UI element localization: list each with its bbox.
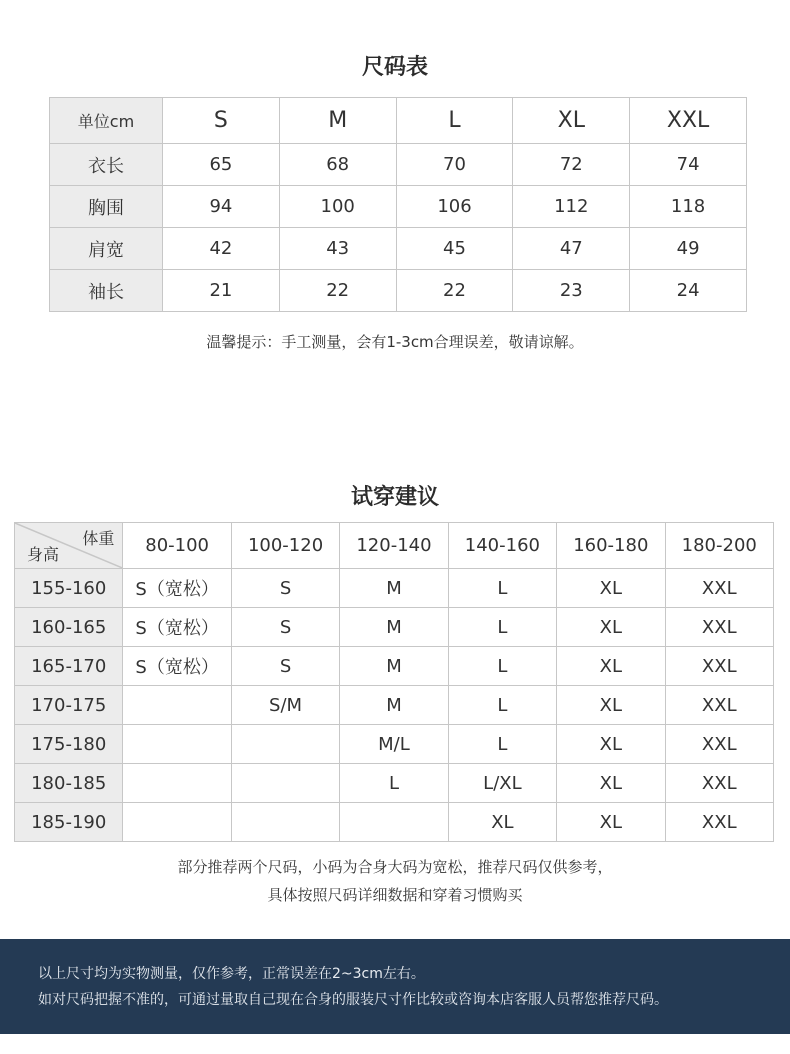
table-cell: S（宽松） [123, 647, 231, 686]
table-cell: XXL [665, 569, 773, 608]
table-cell: S/M [231, 686, 339, 725]
footer-bottom-strip [0, 1034, 790, 1054]
table-row [50, 228, 747, 270]
table-cell: L [448, 725, 556, 764]
table-row [15, 803, 774, 842]
table-cell: 65 [163, 144, 280, 186]
table-cell: 68 [279, 144, 396, 186]
fit-note-line1: 部分推荐两个尺码，小码为合身大码为宽松，推荐尺码仅供参考， [177, 858, 613, 876]
table-cell [231, 725, 339, 764]
footer-banner [0, 939, 790, 1054]
measurement-note: 温馨提示：手工测量，会有1-3cm合理误差，敬请谅解。 [206, 333, 584, 351]
table-cell: 24 [630, 270, 747, 312]
table-row [50, 186, 747, 228]
weight-header-cell: 100-120 [231, 523, 339, 569]
table-row [15, 569, 774, 608]
height-label: 身高 [27, 545, 60, 564]
table-row [15, 764, 774, 803]
table-cell: XXL [665, 647, 773, 686]
table-cell [123, 803, 231, 842]
table-cell: 106 [396, 186, 513, 228]
weight-header-row [15, 523, 774, 569]
fit-chart-table [14, 522, 774, 842]
fit-chart-title: 试穿建议 [350, 485, 439, 510]
height-cell: 180-185 [15, 764, 123, 803]
row-label: 胸围 [50, 186, 163, 228]
table-cell [123, 686, 231, 725]
table-cell: M [340, 686, 448, 725]
table-cell: 74 [630, 144, 747, 186]
table-cell: L/XL [448, 764, 556, 803]
table-cell: M [340, 647, 448, 686]
weight-header-cell: 140-160 [448, 523, 556, 569]
table-cell: 45 [396, 228, 513, 270]
size-chart-table [49, 97, 747, 312]
table-row [15, 647, 774, 686]
weight-header-cell: 180-200 [665, 523, 773, 569]
weight-header-cell: 80-100 [123, 523, 231, 569]
weight-label: 体重 [82, 529, 115, 548]
row-label: 衣长 [50, 144, 163, 186]
height-cell: 170-175 [15, 686, 123, 725]
table-cell: XL [557, 608, 665, 647]
table-cell: L [448, 608, 556, 647]
table-cell: S（宽松） [123, 608, 231, 647]
table-cell: XXL [665, 725, 773, 764]
height-cell: 165-170 [15, 647, 123, 686]
table-cell [231, 803, 339, 842]
table-cell: M/L [340, 725, 448, 764]
table-cell: 100 [279, 186, 396, 228]
table-row [15, 608, 774, 647]
size-header-row [50, 98, 747, 144]
table-cell [123, 725, 231, 764]
corner-cell [15, 523, 123, 569]
table-cell: XL [557, 569, 665, 608]
fit-note-line2: 具体按照尺码详细数据和穿着习惯购买 [267, 886, 523, 904]
table-cell: XL [557, 725, 665, 764]
table-cell: XL [557, 686, 665, 725]
table-cell: M [340, 608, 448, 647]
table-cell: XXL [665, 686, 773, 725]
table-cell: 70 [396, 144, 513, 186]
table-row [15, 686, 774, 725]
table-cell [123, 764, 231, 803]
footer-line2: 如对尺码把握不准的，可通过量取自己现在合身的服装尺寸作比较或咨询本店客服人员帮您推荐尺码。 [38, 992, 668, 1008]
table-cell: 22 [396, 270, 513, 312]
table-cell: S [231, 647, 339, 686]
height-cell: 160-165 [15, 608, 123, 647]
table-cell: XL [557, 803, 665, 842]
table-cell: 112 [513, 186, 630, 228]
table-cell: S（宽松） [123, 569, 231, 608]
unit-label: 单位cm [50, 98, 163, 144]
table-cell: S [231, 608, 339, 647]
table-row [15, 725, 774, 764]
size-chart-title: 尺码表 [361, 55, 428, 80]
weight-header-cell: 160-180 [557, 523, 665, 569]
table-cell: 94 [163, 186, 280, 228]
row-label: 袖长 [50, 270, 163, 312]
weight-header-cell: 120-140 [340, 523, 448, 569]
table-cell [340, 803, 448, 842]
size-header-cell: L [396, 98, 513, 144]
table-cell: XXL [665, 803, 773, 842]
table-cell: 21 [163, 270, 280, 312]
table-cell: XXL [665, 764, 773, 803]
table-cell: XL [448, 803, 556, 842]
table-cell: L [448, 686, 556, 725]
table-cell: 23 [513, 270, 630, 312]
table-cell: 49 [630, 228, 747, 270]
table-cell: 118 [630, 186, 747, 228]
table-cell: L [448, 647, 556, 686]
height-cell: 155-160 [15, 569, 123, 608]
table-cell: 72 [513, 144, 630, 186]
table-row [50, 270, 747, 312]
size-header-cell: M [279, 98, 396, 144]
row-label: 肩宽 [50, 228, 163, 270]
table-cell: XL [557, 647, 665, 686]
table-cell: XL [557, 764, 665, 803]
size-header-cell: XL [513, 98, 630, 144]
table-cell: M [340, 569, 448, 608]
height-cell: 175-180 [15, 725, 123, 764]
table-cell: L [340, 764, 448, 803]
table-cell: 47 [513, 228, 630, 270]
table-cell: 43 [279, 228, 396, 270]
table-row [50, 144, 747, 186]
size-header-cell: S [163, 98, 280, 144]
footer-line1: 以上尺寸均为实物测量，仅作参考，正常误差在2~3cm左右。 [38, 966, 425, 982]
table-cell: XXL [665, 608, 773, 647]
table-cell: S [231, 569, 339, 608]
table-cell [231, 764, 339, 803]
height-cell: 185-190 [15, 803, 123, 842]
size-header-cell: XXL [630, 98, 747, 144]
table-cell: L [448, 569, 556, 608]
table-cell: 42 [163, 228, 280, 270]
table-cell: 22 [279, 270, 396, 312]
